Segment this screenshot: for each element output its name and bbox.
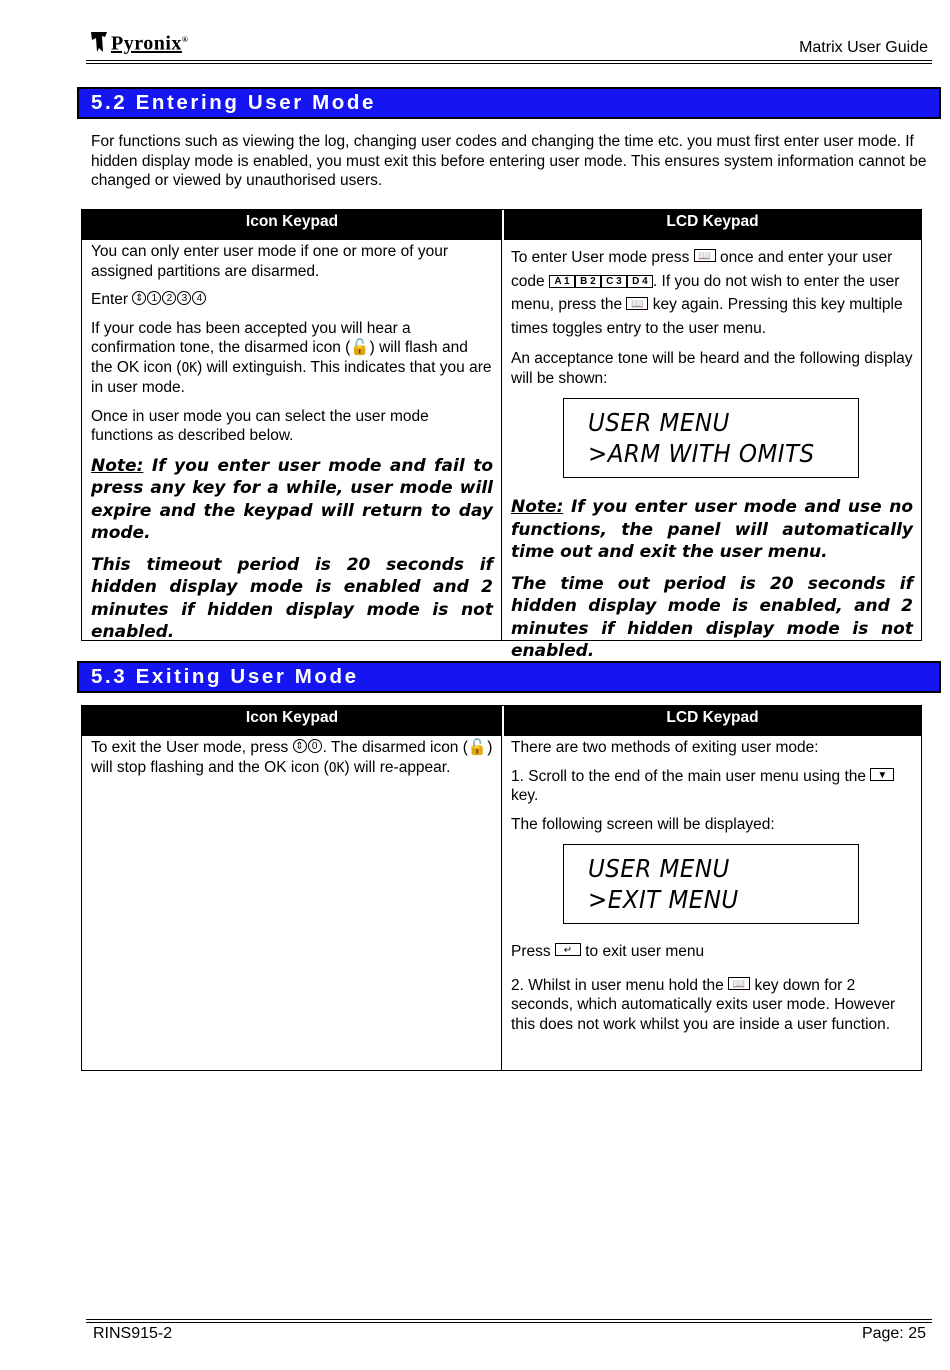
note-timeout-period: The time out period is 20 seconds if hidden display mode is enabled, and 2 minutes if hidden display mode is not enabled. <box>511 573 913 662</box>
header-rule <box>86 63 932 64</box>
lcd-display-exit-menu <box>563 844 859 924</box>
enter-key-icon: ↵ <box>555 943 581 956</box>
key-d4-icon: D 4 <box>627 275 653 288</box>
disarmed-icon: 🔓 <box>350 339 370 356</box>
key-b2-icon: B 2 <box>575 275 601 288</box>
document-reference: RINS915-2 <box>93 1325 173 1342</box>
key-c3-icon: C 3 <box>601 275 627 288</box>
paragraph: You can only enter user mode if one or more of your assigned partitions are disarmed. <box>91 243 448 280</box>
lcd-line-2: >EXIT MENU <box>588 885 739 914</box>
lcd-keypad-column <box>502 736 921 1070</box>
icon-keypad-column <box>82 736 502 1070</box>
paragraph: 1. Scroll to the end of the main user menu using the ▼ key. <box>511 767 913 806</box>
ok-icon: OK <box>181 360 198 376</box>
entering-user-mode-table <box>81 209 922 662</box>
menu-book-key-icon: 📖 <box>626 297 648 310</box>
key-1-icon: 1 <box>147 291 161 305</box>
section-heading-entering-user-mode: 5.2 Entering User Mode <box>77 87 941 119</box>
column-header-lcd-keypad: LCD Keypad <box>666 213 759 230</box>
disarmed-icon: 🔓 <box>467 739 488 756</box>
lcd-line-1: USER MENU <box>588 854 730 883</box>
brand-name: Pyronix® <box>111 32 189 55</box>
table-header-row <box>82 706 921 736</box>
page-number: Page: 25 <box>861 1325 926 1342</box>
paragraph: 2. Whilst in user menu hold the 📖 key down for 2 seconds, which automatically exits user mode. However this does not work whilst you are inside a user function. <box>511 976 896 1033</box>
paragraph: Press ↵ to exit user menu <box>511 943 705 960</box>
paragraph: To enter User mode press 📖 once and enter your user code A 1 B 2 C 3 D 4 . If you do not wish to enter the user menu, press the 📖 key again. Pressing this key multiple times toggles entry to the user menu. <box>511 249 903 337</box>
icon-keypad-column <box>82 240 502 640</box>
brand-logo <box>90 28 188 56</box>
ok-icon: OK <box>328 760 345 776</box>
footer-rule <box>86 1319 932 1320</box>
header-rule <box>86 60 932 61</box>
lcd-display-user-menu <box>563 398 859 478</box>
menu-book-key-icon: 📖 <box>694 249 716 262</box>
section-heading-exiting-user-mode: 5.3 Exiting User Mode <box>77 661 941 693</box>
column-header-icon-keypad: Icon Keypad <box>82 706 504 736</box>
menu-book-key-icon: 📖 <box>728 977 750 990</box>
exiting-user-mode-table <box>81 705 922 1071</box>
note-timeout-period: This timeout period is 20 seconds if hidden display mode is enabled and 2 minutes if hidden display mode is not enabled. <box>91 554 493 642</box>
key-a1-icon: A 1 <box>549 275 575 288</box>
note-auto-timeout: Note: If you enter user mode and use no functions, the panel will automatically time out and exit the user menu. <box>511 497 913 563</box>
menu-key-icon: ⇕ <box>293 739 307 753</box>
lcd-line-2: >ARM WITH OMITS <box>588 439 815 469</box>
enter-code-instruction: Enter ⇕ 1 2 3 4 <box>91 290 493 310</box>
key-2-icon: 2 <box>162 291 176 305</box>
key-0-icon: 0 <box>308 739 322 753</box>
key-3-icon: 3 <box>177 291 191 305</box>
column-header-lcd-keypad: LCD Keypad <box>666 709 759 726</box>
note-timeout: Note: If you enter user mode and fail to press any key for a while, user mode will expire and the keypad will return to day mode. <box>91 455 493 543</box>
menu-key-icon: ⇕ <box>132 291 146 305</box>
down-arrow-key-icon: ▼ <box>870 768 894 781</box>
section-intro: For functions such as viewing the log, changing user codes and changing the time etc. you must first enter user mode. If hidden display mode is enabled, you must exit this before entering user mode. This ensures system information cannot be changed or viewed by unauthorised users. <box>91 133 927 189</box>
lcd-line-1: USER MENU <box>588 408 730 438</box>
column-header-icon-keypad: Icon Keypad <box>82 210 504 240</box>
table-header-row <box>82 210 921 240</box>
user-code-keys <box>549 268 653 292</box>
paragraph: Once in user mode you can select the user mode functions as described below. <box>91 407 429 444</box>
paragraph: There are two methods of exiting user mode: <box>511 739 819 756</box>
paragraph: An acceptance tone will be heard and the following display will be shown: <box>511 350 913 387</box>
lcd-keypad-column <box>502 240 921 662</box>
footer-rule <box>86 1322 932 1323</box>
paragraph: If your code has been accepted you will hear a confirmation tone, the disarmed icon (🔓) will flash and the OK icon (OK) will extinguish. This indicates that you are in user mode. <box>91 319 492 396</box>
pyronix-logo-icon <box>90 30 108 54</box>
paragraph: To exit the User mode, press ⇕ 0 . The disarmed icon (🔓) will stop flashing and the OK icon (OK) will re-appear. <box>91 739 493 776</box>
key-4-icon: 4 <box>192 291 206 305</box>
paragraph: The following screen will be displayed: <box>511 815 775 833</box>
document-title: Matrix User Guide <box>799 39 928 56</box>
